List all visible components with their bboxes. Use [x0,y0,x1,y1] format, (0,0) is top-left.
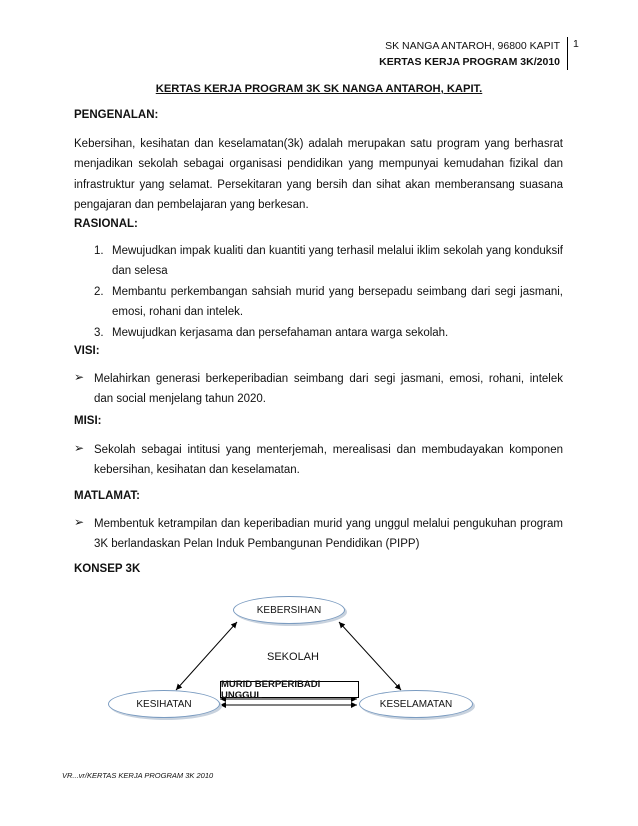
header-doc-title: KERTAS KERJA PROGRAM 3K/2010 [379,56,560,68]
node-kebersihan: KEBERSIHAN [233,596,345,624]
list-item: 1. Mewujudkan impak kualiti dan kuantiti yang terhasil melalui iklim sekolah yang konduksif dan selesa [94,245,563,278]
matlamat-text: Membentuk ketrampilan dan keperibadian murid yang unggul melalui pengukuhan program 3K berlandaskan Pelan Induk Pembangunan Pendidikan (PIPP) [94,518,563,551]
arrow-bullet-icon: ➢ [74,441,85,455]
arrow-bullet-icon: ➢ [74,370,85,384]
header-school: SK NANGA ANTAROH, 96800 KAPIT [385,40,560,52]
arrow-bullet-icon: ➢ [74,515,85,529]
section-heading-misi: MISI: [74,415,102,427]
center-label-sekolah: SEKOLAH [267,651,319,663]
pengenalan-paragraph: Kebersihan, kesihatan dan keselamatan(3k) adalah merupakan satu program yang berhasrat menjadikan sekolah sebagai organisasi pendidikan yang mempunyai kemudahan fizikal dan infrastruktur yang selamat. Persekitaran yang bersih dan sihat akan memberansang suasana pengajaran dan pembelajaran yang berkesan. [74,138,563,212]
box-murid-berperibadi: MURID BERPERIBADI UNGGUL [220,681,359,698]
visi-text: Melahirkan generasi berkeperibadian seimbang dari segi jasmani, emosi, rohani, intelek dan social menjelang tahun 2020. [94,373,563,406]
page-footer: VR...vr/KERTAS KERJA PROGRAM 3K 2010 [62,771,214,780]
misi-text: Sekolah sebagai intitusi yang menterjemah, merealisasi dan membudayakan komponen kebersihan, kesihatan dan keselamatan. [94,444,563,477]
document-title: KERTAS KERJA PROGRAM 3K SK NANGA ANTAROH, KAPIT. [155,83,483,95]
section-heading-konsep: KONSEP 3K [74,563,141,575]
section-heading-rasional: RASIONAL: [74,218,138,230]
section-heading-pengenalan: PENGENALAN: [74,109,159,121]
section-heading-matlamat: MATLAMAT: [74,490,140,502]
section-heading-visi: VISI: [74,345,100,357]
list-item: 2. Membantu perkembangan sahsiah murid yang bersepadu seimbang dari segi jasmani, emosi, rohani dan intelek. [94,285,563,319]
node-kesihatan: KESIHATAN [108,690,220,718]
list-item: 3. Mewujudkan kerjasama dan persefahaman antara warga sekolah. [94,326,449,339]
page-number: 1 [573,38,579,50]
node-keselamatan: KESELAMATAN [359,690,473,718]
